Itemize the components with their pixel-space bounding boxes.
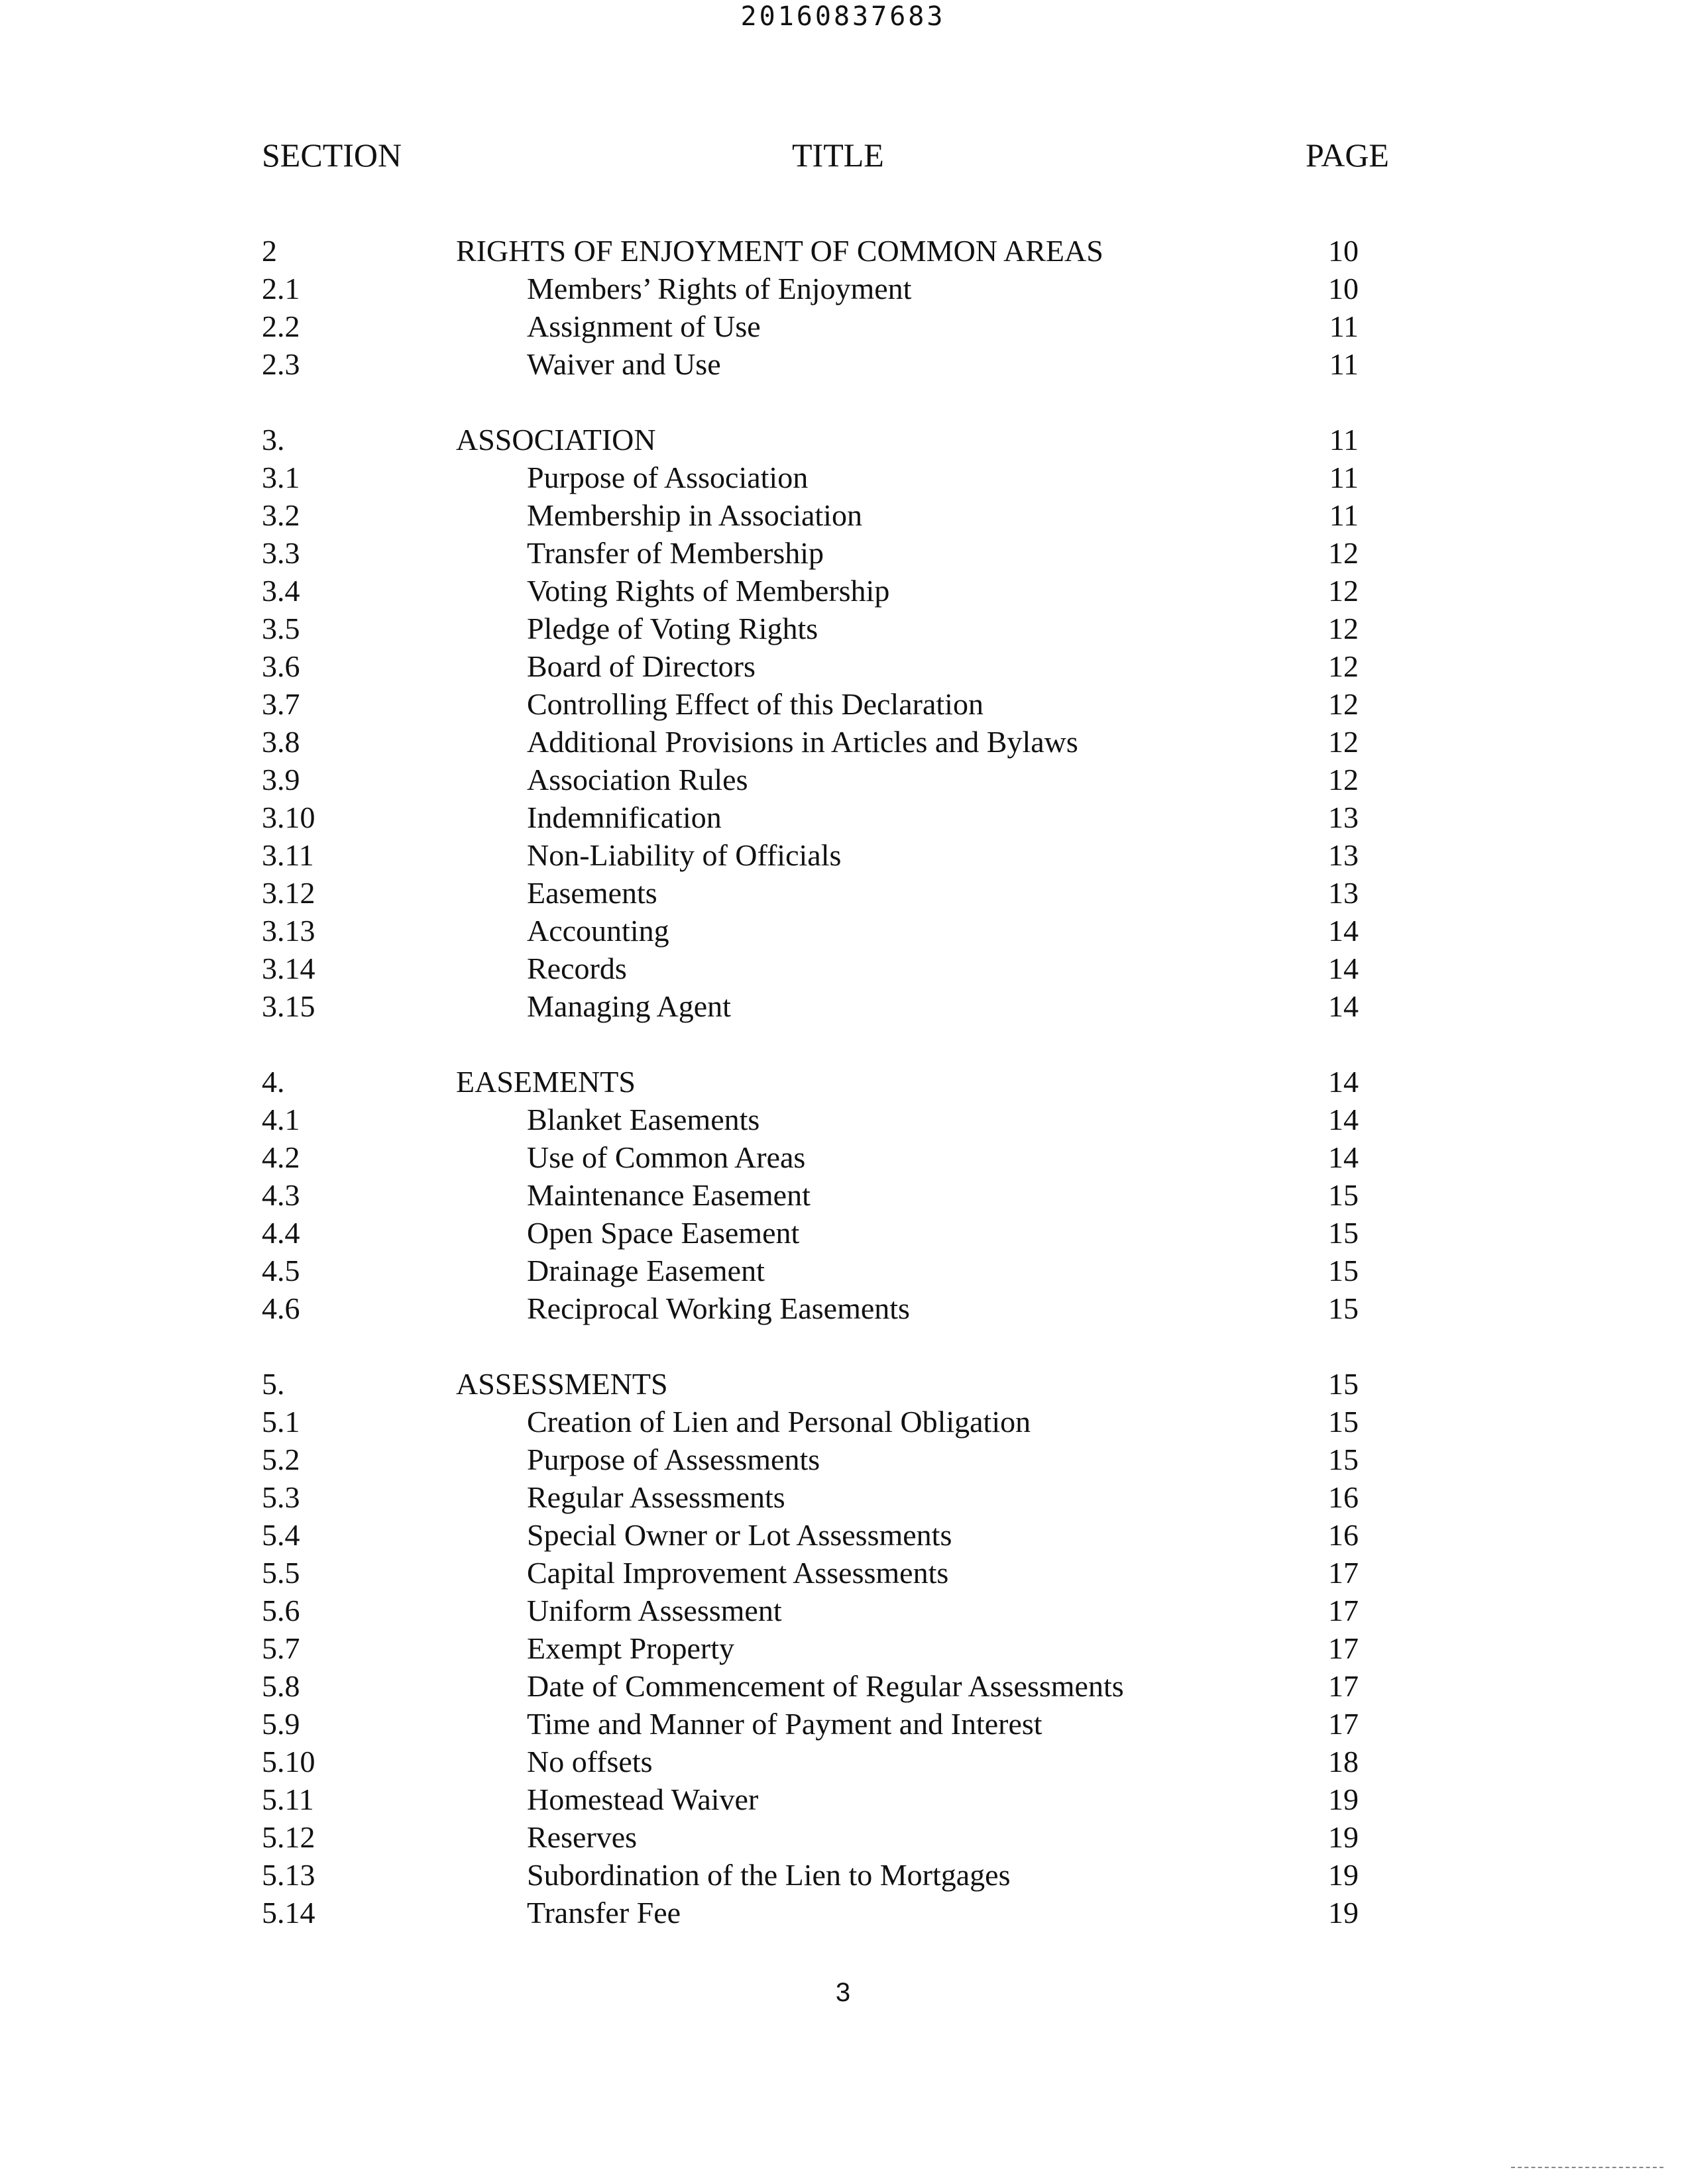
subsection-page: 11 [1329,461,1359,494]
subsection-number: 5.11 [262,1782,314,1816]
subsection-number: 4.5 [262,1254,300,1287]
table-of-contents [0,232,1686,1969]
subsection-number: 5.5 [262,1556,300,1590]
subsection-page: 10 [1328,272,1359,305]
section-number: 5. [262,1367,285,1401]
toc-subsection-row [0,761,1686,798]
subsection-number: 3.12 [262,876,315,910]
subsection-number: 3.15 [262,989,315,1023]
subsection-title: Reserves [527,1820,638,1854]
subsection-number: 3.2 [262,498,300,532]
section-title: ASSESSMENTS [456,1367,668,1401]
subsection-title: Transfer of Membership [527,536,824,570]
subsection-title: Records [527,952,627,985]
subsection-title: Accounting [527,914,669,948]
toc-subsection-row [0,1403,1686,1441]
subsection-title: Controlling Effect of this Declaration [527,687,984,721]
toc-section-row [0,421,1686,459]
subsection-page: 15 [1328,1443,1359,1476]
subsection-page: 16 [1328,1518,1359,1552]
toc-subsection-row [0,647,1686,685]
subsection-page: 17 [1328,1707,1359,1741]
subsection-title: Assignment of Use [527,309,761,343]
toc-group [0,1365,1686,1932]
toc-subsection-row [0,1214,1686,1252]
subsection-title: Use of Common Areas [527,1140,806,1174]
toc-subsection-row [0,1289,1686,1327]
section-page: 14 [1328,1065,1359,1099]
subsection-title: Reciprocal Working Easements [527,1291,910,1325]
header-title: TITLE [792,136,884,174]
header-page: PAGE [1306,136,1389,174]
subsection-page: 12 [1328,536,1359,570]
subsection-page: 19 [1328,1858,1359,1892]
subsection-page: 12 [1328,649,1359,683]
toc-section-row [0,1063,1686,1101]
subsection-page: 11 [1329,498,1359,532]
subsection-number: 3.6 [262,649,300,683]
subsection-page: 15 [1328,1254,1359,1287]
subsection-title: Non-Liability of Officials [527,838,842,872]
subsection-page: 15 [1328,1405,1359,1439]
subsection-number: 3.7 [262,687,300,721]
subsection-page: 15 [1328,1216,1359,1250]
subsection-number: 5.8 [262,1669,300,1703]
toc-subsection-row [0,1780,1686,1818]
scan-artifact-line [1511,2167,1663,2169]
subsection-page: 17 [1328,1669,1359,1703]
subsection-title: Association Rules [527,763,748,796]
section-page: 15 [1328,1367,1359,1401]
section-page: 10 [1328,234,1359,268]
subsection-number: 3.10 [262,800,315,834]
toc-subsection-row [0,1592,1686,1629]
subsection-number: 2.3 [262,347,300,381]
document-number: 20160837683 [740,1,946,32]
subsection-number: 5.7 [262,1631,300,1665]
toc-subsection-row [0,1138,1686,1176]
toc-group [0,1063,1686,1327]
subsection-number: 5.2 [262,1443,300,1476]
section-title: RIGHTS OF ENJOYMENT OF COMMON AREAS [456,234,1103,268]
section-title: EASEMENTS [456,1065,636,1099]
subsection-number: 2.1 [262,272,300,305]
subsection-title: Board of Directors [527,649,756,683]
subsection-page: 14 [1328,1140,1359,1174]
section-number: 4. [262,1065,285,1099]
subsection-page: 12 [1328,612,1359,645]
subsection-page: 11 [1329,347,1359,381]
toc-group [0,421,1686,1025]
subsection-number: 3.14 [262,952,315,985]
toc-subsection-row [0,836,1686,874]
subsection-page: 12 [1328,763,1359,796]
subsection-page: 17 [1328,1556,1359,1590]
subsection-title: Managing Agent [527,989,731,1023]
subsection-number: 3.3 [262,536,300,570]
toc-subsection-row [0,1894,1686,1932]
subsection-page: 12 [1328,687,1359,721]
subsection-number: 3.11 [262,838,314,872]
toc-subsection-row [0,1441,1686,1478]
toc-subsection-row [0,345,1686,383]
subsection-title: Voting Rights of Membership [527,574,890,608]
subsection-title: Regular Assessments [527,1480,785,1514]
subsection-title: Creation of Lien and Personal Obligation [527,1405,1031,1439]
toc-subsection-row [0,1478,1686,1516]
subsection-page: 14 [1328,914,1359,948]
subsection-title: Membership in Association [527,498,862,532]
toc-subsection-row [0,1252,1686,1289]
toc-subsection-row [0,950,1686,987]
subsection-title: No offsets [527,1745,653,1778]
subsection-page: 19 [1328,1896,1359,1930]
toc-subsection-row [0,1516,1686,1554]
subsection-number: 4.3 [262,1178,300,1212]
subsection-title: Waiver and Use [527,347,721,381]
subsection-page: 15 [1328,1291,1359,1325]
subsection-title: Date of Commencement of Regular Assessments [527,1669,1124,1703]
subsection-number: 3.5 [262,612,300,645]
subsection-page: 14 [1328,1103,1359,1136]
subsection-page: 12 [1328,725,1359,759]
toc-subsection-row [0,572,1686,610]
subsection-page: 17 [1328,1631,1359,1665]
section-title: ASSOCIATION [456,423,656,457]
subsection-page: 19 [1328,1820,1359,1854]
subsection-title: Indemnification [527,800,722,834]
subsection-number: 3.8 [262,725,300,759]
subsection-title: Capital Improvement Assessments [527,1556,949,1590]
subsection-number: 4.1 [262,1103,300,1136]
toc-subsection-row [0,459,1686,496]
toc-section-row [0,232,1686,270]
subsection-page: 11 [1329,309,1359,343]
toc-subsection-row [0,270,1686,307]
subsection-title: Homestead Waiver [527,1782,759,1816]
subsection-title: Members’ Rights of Enjoyment [527,272,912,305]
toc-section-row [0,1365,1686,1403]
subsection-title: Exempt Property [527,1631,734,1665]
page-number: 3 [835,1978,851,2007]
subsection-title: Transfer Fee [527,1896,681,1930]
subsection-number: 5.6 [262,1594,300,1627]
subsection-number: 5.3 [262,1480,300,1514]
subsection-number: 3.13 [262,914,315,948]
section-number: 3. [262,423,285,457]
subsection-page: 13 [1328,800,1359,834]
toc-subsection-row [0,1629,1686,1667]
toc-subsection-row [0,1743,1686,1780]
toc-subsection-row [0,685,1686,723]
subsection-page: 19 [1328,1782,1359,1816]
subsection-number: 5.4 [262,1518,300,1552]
toc-subsection-row [0,987,1686,1025]
toc-subsection-row [0,496,1686,534]
subsection-number: 5.10 [262,1745,315,1778]
subsection-title: Purpose of Association [527,461,809,494]
subsection-title: Blanket Easements [527,1103,760,1136]
subsection-title: Additional Provisions in Articles and Bylaws [527,725,1078,759]
subsection-page: 18 [1328,1745,1359,1778]
subsection-number: 5.1 [262,1405,300,1439]
toc-subsection-row [0,1176,1686,1214]
toc-subsection-row [0,1705,1686,1743]
subsection-page: 14 [1328,989,1359,1023]
subsection-number: 5.14 [262,1896,315,1930]
section-page: 11 [1329,423,1359,457]
subsection-title: Drainage Easement [527,1254,765,1287]
subsection-page: 13 [1328,838,1359,872]
toc-subsection-row [0,912,1686,950]
subsection-number: 4.2 [262,1140,300,1174]
subsection-number: 3.1 [262,461,300,494]
subsection-page: 12 [1328,574,1359,608]
subsection-page: 14 [1328,952,1359,985]
subsection-page: 13 [1328,876,1359,910]
subsection-title: Time and Manner of Payment and Interest [527,1707,1042,1741]
toc-subsection-row [0,1856,1686,1894]
subsection-number: 2.2 [262,309,300,343]
toc-group [0,232,1686,383]
toc-subsection-row [0,610,1686,647]
subsection-number: 5.12 [262,1820,315,1854]
subsection-title: Purpose of Assessments [527,1443,820,1476]
toc-subsection-row [0,1101,1686,1138]
subsection-page: 16 [1328,1480,1359,1514]
header-section: SECTION [262,136,402,174]
toc-subsection-row [0,1667,1686,1705]
section-number: 2 [262,234,277,268]
toc-header [0,136,1686,176]
toc-subsection-row [0,534,1686,572]
toc-subsection-row [0,307,1686,345]
toc-subsection-row [0,1818,1686,1856]
subsection-page: 17 [1328,1594,1359,1627]
toc-subsection-row [0,723,1686,761]
subsection-number: 5.13 [262,1858,315,1892]
subsection-number: 5.9 [262,1707,300,1741]
toc-subsection-row [0,798,1686,836]
subsection-title: Maintenance Easement [527,1178,811,1212]
subsection-number: 3.9 [262,763,300,796]
subsection-title: Special Owner or Lot Assessments [527,1518,952,1552]
subsection-page: 15 [1328,1178,1359,1212]
subsection-title: Easements [527,876,657,910]
subsection-number: 3.4 [262,574,300,608]
subsection-title: Uniform Assessment [527,1594,782,1627]
subsection-title: Open Space Easement [527,1216,800,1250]
subsection-title: Subordination of the Lien to Mortgages [527,1858,1011,1892]
subsection-number: 4.6 [262,1291,300,1325]
subsection-number: 4.4 [262,1216,300,1250]
toc-subsection-row [0,1554,1686,1592]
toc-subsection-row [0,874,1686,912]
subsection-title: Pledge of Voting Rights [527,612,818,645]
